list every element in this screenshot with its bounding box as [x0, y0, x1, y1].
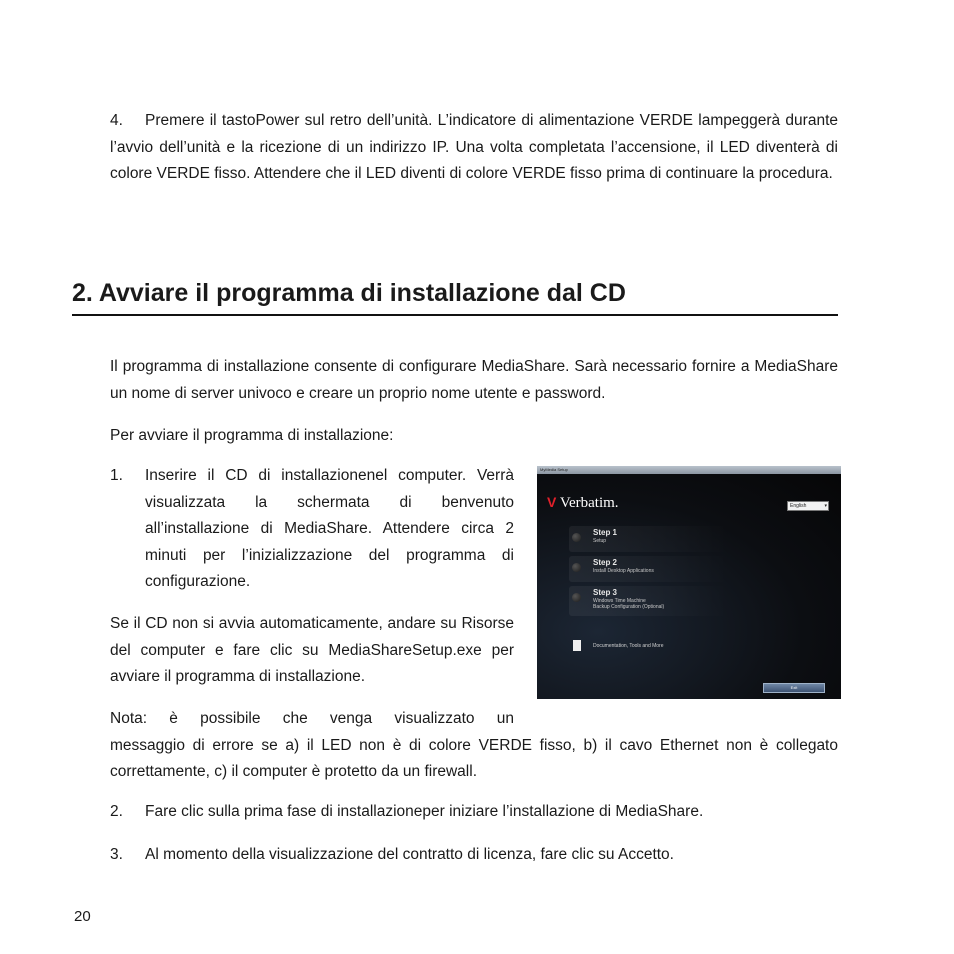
step-3-number: 3. — [110, 846, 123, 863]
step-2-number: 2. — [110, 803, 123, 820]
installer-step-subtitle: Install Desktop Applications — [593, 568, 654, 574]
step-2 — [110, 799, 838, 826]
installer-step-title: Step 1 — [593, 528, 618, 537]
step-orb-icon — [572, 533, 581, 542]
error-note — [110, 706, 838, 786]
installer-step-subtitle: Windows Time Machine — [593, 598, 646, 604]
verbatim-logo — [547, 494, 619, 512]
step-1-number: 1. — [110, 467, 123, 484]
installer-step-subtitle: Setup — [593, 538, 607, 544]
installer-step-subtitle-2: Backup Configuration (Optional) — [593, 604, 665, 610]
intro-step-4 — [110, 108, 838, 188]
installer-body — [537, 474, 841, 699]
section-lead: Per avviare il programma di installazione: — [110, 427, 394, 444]
step-3-text: Al momento della visualizzazione del contratto di licenza, fare clic su Accetto. — [145, 846, 674, 863]
language-select[interactable] — [787, 501, 829, 511]
documentation-label: Documentation, Tools and More — [593, 643, 664, 649]
verbatim-v-icon: V — [547, 494, 557, 510]
step-orb-icon — [572, 563, 581, 572]
brand-name: Verbatim. — [559, 495, 619, 511]
step-1-text: Inserire il CD di installazionenel computer. Verrà visualizzata la schermata di benvenuto all’installazione di MediaShare. Attendere circa 2 minuti per l’inizializzazione del programma di configurazione. — [145, 467, 514, 590]
section-intro: Il programma di installazione consente di configurare MediaShare. Sarà necessario fornire a MediaShare un nome di server univoco e creare un proprio nome utente e password. — [110, 358, 838, 402]
step-number: 4. — [110, 112, 123, 129]
installer-step-title: Step 2 — [593, 558, 618, 567]
installer-step-1[interactable] — [569, 526, 729, 552]
exit-button[interactable]: Exit — [763, 683, 825, 693]
chevron-down-icon: ▾ — [824, 503, 827, 509]
installer-step-2[interactable] — [569, 556, 729, 582]
document-icon — [573, 640, 581, 651]
page-number: 20 — [74, 908, 91, 925]
step-1 — [110, 463, 514, 596]
step-text: Premere il tastoPower sul retro dell’unità. L’indicatore di alimentazione VERDE lampeggerà durante l’avvio dell’unità e la ricezione di un indirizzo IP. Una volta completata l’accensione, il LED diventerà di colore VERDE fisso. Attendere che il LED diventi di colore VERDE fisso prima di continuare la procedura. — [110, 112, 838, 182]
section-heading: 2. Avviare il programma di installazione dal CD — [72, 276, 838, 316]
step-3 — [110, 842, 838, 869]
error-note-rest: messaggio di errore se a) il LED non è di colore VERDE fisso, b) il cavo Ethernet non è collegato correttamente, c) il computer è protetto da un firewall. — [110, 736, 838, 780]
installer-step-title: Step 3 — [593, 588, 618, 597]
installer-window-title: MyMedia Setup — [540, 467, 568, 472]
installer-screenshot — [537, 466, 841, 699]
installer-titlebar — [537, 466, 841, 474]
language-value: English — [790, 503, 807, 509]
autorun-note: Se il CD non si avvia automaticamente, andare su Risorse del computer e fare clic su MediaShareSetup.exe per avviare il programma di installazione. — [110, 615, 514, 685]
step-orb-icon — [572, 593, 581, 602]
step-2-text: Fare clic sulla prima fase di installazioneper iniziare l’installazione di MediaShare. — [145, 803, 704, 820]
error-note-first-line: Nota: è possibile che venga visualizzato un — [110, 710, 514, 727]
installer-step-3[interactable] — [569, 586, 729, 616]
